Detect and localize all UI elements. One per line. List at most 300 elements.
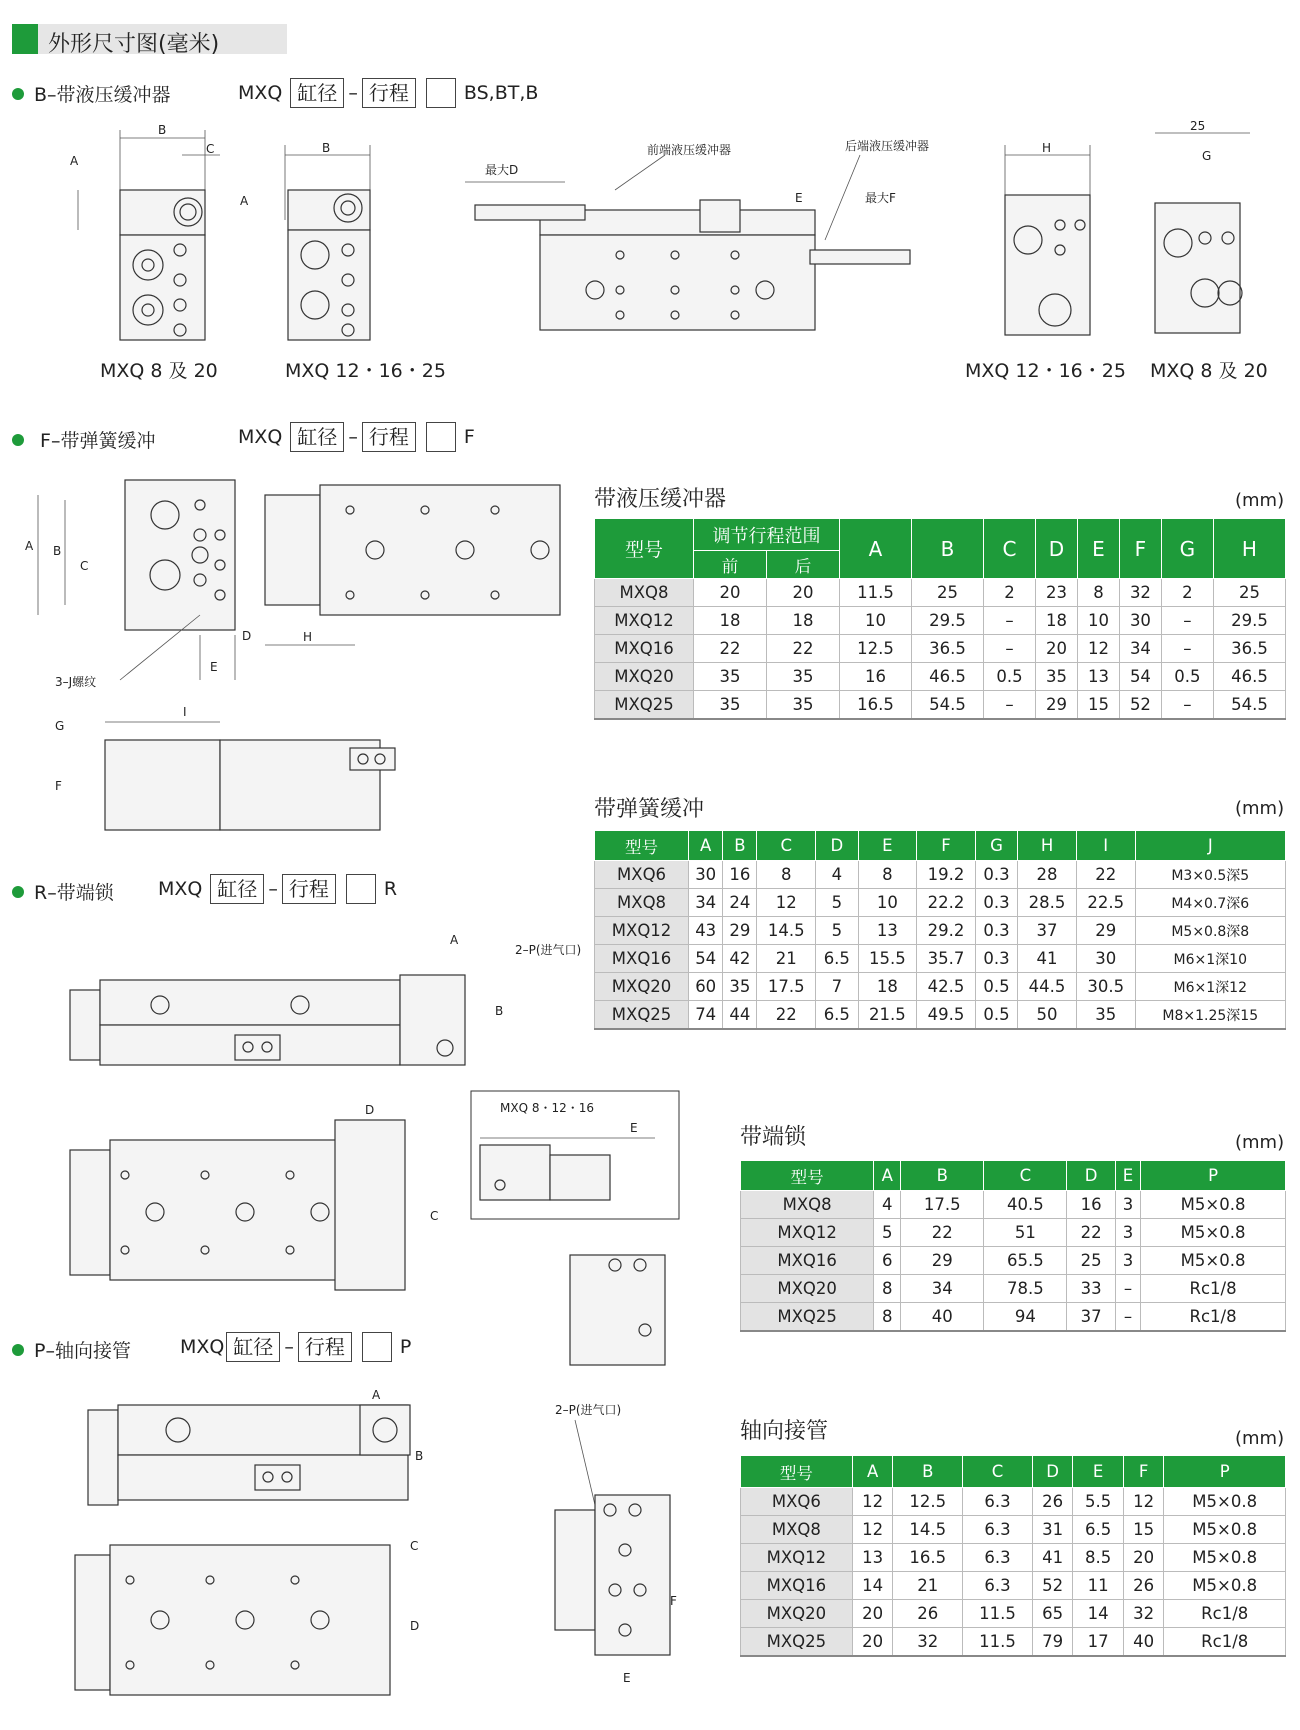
cell-value: 29.5 <box>912 607 984 635</box>
cell-value: 18 <box>1036 607 1078 635</box>
cell-model: MXQ20 <box>741 1600 853 1628</box>
table-axial-title: 轴向接管 <box>740 1419 829 1444</box>
table-row <box>741 1275 1286 1303</box>
cell-value: 25 <box>912 579 984 607</box>
table-row <box>741 1247 1286 1275</box>
cell-value: 41 <box>1032 1544 1073 1572</box>
cell-model: MXQ12 <box>741 1544 853 1572</box>
table-row <box>595 663 1286 691</box>
table-header: F <box>917 831 976 861</box>
cell-value: 32 <box>1119 579 1161 607</box>
cell-value: 79 <box>1032 1628 1073 1657</box>
cell-value: 35 <box>1036 663 1078 691</box>
cell-value: M3×0.5深5 <box>1135 861 1285 889</box>
table-header: P <box>1164 1456 1286 1488</box>
option-box <box>426 422 456 452</box>
cell-front: 35 <box>694 663 767 691</box>
dim-max-f: 最大F <box>865 191 896 205</box>
th-front: 前 <box>694 551 767 579</box>
cell-value: 10 <box>840 607 912 635</box>
table-header: A <box>689 831 723 861</box>
cell-value: 46.5 <box>912 663 984 691</box>
table-row <box>741 1544 1286 1572</box>
cell-value: 44 <box>723 1001 757 1030</box>
table-header: E <box>1115 1161 1140 1191</box>
cell-value: – <box>984 607 1036 635</box>
cell-value: 30 <box>1076 945 1135 973</box>
th-c: C <box>984 519 1036 579</box>
cell-value: 12.5 <box>893 1488 963 1516</box>
table-axial <box>740 1455 1286 1657</box>
dim-d: D <box>365 1103 375 1117</box>
cell-value: 36.5 <box>912 635 984 663</box>
cell-value: 30 <box>1119 607 1161 635</box>
th-model: 型号 <box>595 519 694 579</box>
table-header: C <box>984 1161 1067 1191</box>
cell-value: Rc1/8 <box>1164 1600 1286 1628</box>
cell-value: 41 <box>1018 945 1077 973</box>
cell-value: M6×1深10 <box>1135 945 1285 973</box>
cell-value: 42.5 <box>917 973 976 1001</box>
cell-model: MXQ12 <box>595 607 694 635</box>
drawing-f-side <box>55 700 405 840</box>
cell-value: 13 <box>858 917 917 945</box>
th-b: B <box>912 519 984 579</box>
cell-value: 3 <box>1115 1247 1140 1275</box>
table-header: J <box>1135 831 1285 861</box>
stroke-box: 行程 <box>362 422 416 452</box>
table-hydraulic-title: 带液压缓冲器 <box>594 487 727 512</box>
table-row <box>741 1303 1286 1332</box>
cell-value: 17.5 <box>901 1191 984 1219</box>
cell-value: 12 <box>852 1516 893 1544</box>
cell-value: 31 <box>1032 1516 1073 1544</box>
section-p-heading <box>12 1336 131 1363</box>
cell-value: 74 <box>689 1001 723 1030</box>
cell-model: MXQ20 <box>595 973 689 1001</box>
cell-model: MXQ12 <box>595 917 689 945</box>
cell-model: MXQ8 <box>595 889 689 917</box>
cell-value: 6.5 <box>816 1001 858 1030</box>
cell-value: 26 <box>1032 1488 1073 1516</box>
label-rear-buffer: 后端液压缓冲器 <box>845 139 930 153</box>
drawing-b-side-8-20 <box>70 120 220 380</box>
cell-value: 22 <box>1067 1219 1115 1247</box>
header-marker <box>12 24 38 54</box>
label-front-buffer: 前端液压缓冲器 <box>647 143 732 157</box>
cell-value: 6.5 <box>816 945 858 973</box>
cell-value: M5×0.8 <box>1164 1488 1286 1516</box>
cell-front: 18 <box>694 607 767 635</box>
th-g: G <box>1161 519 1213 579</box>
dim-f: F <box>670 1594 677 1608</box>
cell-value: 37 <box>1018 917 1077 945</box>
option-suffix: R <box>383 878 398 900</box>
cell-value: 12 <box>852 1488 893 1516</box>
drawing-r-end <box>560 1240 680 1390</box>
table-hydraulic <box>594 518 1286 720</box>
cell-value: 20 <box>852 1600 893 1628</box>
drawing-b-top-view <box>465 130 965 380</box>
cell-value: 4 <box>874 1191 901 1219</box>
cell-value: 5 <box>816 917 858 945</box>
cell-value: 11.5 <box>963 1600 1033 1628</box>
dim-b: B <box>158 123 167 137</box>
table-header: A <box>874 1161 901 1191</box>
cell-rear: 35 <box>767 691 840 720</box>
model-prefix: MXQ <box>238 82 283 104</box>
cell-value: 65 <box>1032 1600 1073 1628</box>
table-header: C <box>963 1456 1033 1488</box>
cell-value: Rc1/8 <box>1141 1303 1286 1332</box>
cell-value: 54 <box>1119 663 1161 691</box>
cell-value: 11.5 <box>963 1628 1033 1657</box>
cell-value: 0.5 <box>975 1001 1017 1030</box>
table-header: D <box>1032 1456 1073 1488</box>
table-header: B <box>901 1161 984 1191</box>
caption-mxq8-20-b: MXQ 8 及 20 <box>1150 360 1268 382</box>
stroke-box: 行程 <box>298 1332 352 1362</box>
cell-value: 16.5 <box>893 1544 963 1572</box>
dim-c: C <box>430 1209 439 1223</box>
cell-rear: 35 <box>767 663 840 691</box>
cell-value: 7 <box>816 973 858 1001</box>
cell-value: 8 <box>858 861 917 889</box>
table-header: B <box>723 831 757 861</box>
cell-value: 25 <box>1067 1247 1115 1275</box>
table-header: G <box>975 831 1017 861</box>
table-axial-unit: (mm) <box>1235 1428 1285 1449</box>
cell-model: MXQ16 <box>741 1572 853 1600</box>
cell-model: MXQ16 <box>595 945 689 973</box>
cell-value: 8 <box>874 1275 901 1303</box>
table-header: I <box>1076 831 1135 861</box>
cell-value: M8×1.25深15 <box>1135 1001 1285 1030</box>
dim-e: E <box>630 1121 638 1135</box>
cell-value: M4×0.7深6 <box>1135 889 1285 917</box>
cell-value: 16 <box>723 861 757 889</box>
dim-g: G <box>1202 149 1212 163</box>
cell-value: 6 <box>874 1247 901 1275</box>
cell-value: 8.5 <box>1073 1544 1123 1572</box>
cell-value: 0.5 <box>984 663 1036 691</box>
th-a: A <box>840 519 912 579</box>
table-header: C <box>757 831 816 861</box>
dim-h: H <box>303 630 313 644</box>
cell-value: 17.5 <box>757 973 816 1001</box>
model-prefix: MXQ <box>158 878 203 900</box>
cell-value: 12 <box>1077 635 1119 663</box>
dim-b: B <box>322 141 331 155</box>
dim-b: B <box>415 1449 424 1463</box>
cell-value: 60 <box>689 973 723 1001</box>
cell-value: 23 <box>1036 579 1078 607</box>
cell-rear: 20 <box>767 579 840 607</box>
option-box <box>346 874 376 904</box>
cell-value: – <box>1161 607 1213 635</box>
dim-h: H <box>1042 141 1052 155</box>
cell-value: 29.2 <box>917 917 976 945</box>
drawing-p-top <box>70 1525 440 1700</box>
table-row <box>741 1628 1286 1657</box>
table-header: D <box>816 831 858 861</box>
table-row <box>595 691 1286 720</box>
cell-value: 29.5 <box>1213 607 1285 635</box>
section-r-heading <box>12 878 114 905</box>
cell-value: 65.5 <box>984 1247 1067 1275</box>
table-row <box>741 1191 1286 1219</box>
section-p-label: P–轴向接管 <box>34 1340 131 1362</box>
cell-value: 8 <box>874 1303 901 1332</box>
section-p-code: MXQ 缸径 – 行程 P <box>180 1332 411 1362</box>
label-port: 2–P(进气口) <box>515 943 582 957</box>
th-range: 调节行程范围 <box>694 519 840 551</box>
cell-value: 0.5 <box>1161 663 1213 691</box>
option-suffix: BS,BT,B <box>463 82 539 104</box>
cell-value: Rc1/8 <box>1141 1275 1286 1303</box>
cell-value: 35 <box>723 973 757 1001</box>
cell-value: 43 <box>689 917 723 945</box>
cell-value: 22.2 <box>917 889 976 917</box>
drawing-f-top <box>255 475 585 655</box>
cell-value: 22.5 <box>1076 889 1135 917</box>
cell-rear: 22 <box>767 635 840 663</box>
table-row <box>595 607 1286 635</box>
cell-value: 5.5 <box>1073 1488 1123 1516</box>
cell-value: 17 <box>1073 1628 1123 1657</box>
cell-value: 34 <box>1119 635 1161 663</box>
dim-e: E <box>623 1671 631 1685</box>
caption-mxq8-20: MXQ 8 及 20 <box>100 360 218 382</box>
dim-e: E <box>210 660 218 674</box>
cell-value: – <box>1115 1275 1140 1303</box>
cell-value: 12 <box>1123 1488 1164 1516</box>
cell-value: M5×0.8 <box>1141 1191 1286 1219</box>
cell-value: 42 <box>723 945 757 973</box>
cell-value: 35.7 <box>917 945 976 973</box>
cell-value: 34 <box>901 1275 984 1303</box>
table-header: E <box>858 831 917 861</box>
cell-value: M5×0.8 <box>1164 1544 1286 1572</box>
cell-value: M6×1深12 <box>1135 973 1285 1001</box>
drawing-p-side <box>80 1385 450 1515</box>
cell-value: 22 <box>757 1001 816 1030</box>
bullet-icon <box>12 1344 24 1356</box>
th-e: E <box>1077 519 1119 579</box>
drawing-b-side-12-16-25 <box>240 140 390 380</box>
cell-value: 21 <box>757 945 816 973</box>
cell-value: 21 <box>893 1572 963 1600</box>
cell-value: 3 <box>1115 1219 1140 1247</box>
table-header: D <box>1067 1161 1115 1191</box>
table-row <box>741 1572 1286 1600</box>
caption-mxq12-16-25-b: MXQ 12・16・25 <box>965 360 1126 382</box>
cell-value: 49.5 <box>917 1001 976 1030</box>
table-spring-title: 带弹簧缓冲 <box>594 797 705 822</box>
cell-value: 29 <box>901 1247 984 1275</box>
cell-value: 30.5 <box>1076 973 1135 1001</box>
section-f-code: MXQ 缸径 – 行程 F <box>238 422 475 452</box>
cell-value: 22 <box>901 1219 984 1247</box>
dim-a: A <box>372 1388 381 1402</box>
table-row <box>595 861 1286 889</box>
cell-value: 0.3 <box>975 917 1017 945</box>
dim-c: C <box>410 1539 419 1553</box>
table-header: B <box>893 1456 963 1488</box>
cell-value: 14 <box>1073 1600 1123 1628</box>
cell-value: 13 <box>1077 663 1119 691</box>
cell-front: 22 <box>694 635 767 663</box>
cell-value: 2 <box>1161 579 1213 607</box>
cell-value: 8 <box>757 861 816 889</box>
cell-value: 30 <box>689 861 723 889</box>
dim-f: F <box>55 779 62 793</box>
dim-max-d: 最大D <box>485 163 519 177</box>
cell-model: MXQ8 <box>595 579 694 607</box>
cell-value: 14 <box>852 1572 893 1600</box>
dim-a: A <box>70 154 79 168</box>
section-r-code: MXQ 缸径 – 行程 R <box>158 874 397 904</box>
cell-value: 25 <box>1213 579 1285 607</box>
drawing-p-end <box>545 1400 695 1690</box>
cell-value: 34 <box>689 889 723 917</box>
cell-value: 28 <box>1018 861 1077 889</box>
cell-model: MXQ6 <box>741 1488 853 1516</box>
cell-value: 21.5 <box>858 1001 917 1030</box>
cell-model: MXQ25 <box>595 691 694 720</box>
bore-box: 缸径 <box>290 422 344 452</box>
option-box <box>426 78 456 108</box>
option-suffix: P <box>399 1336 412 1358</box>
table-endlock <box>740 1160 1286 1332</box>
cell-value: 26 <box>1123 1572 1164 1600</box>
cell-value: M5×0.8 <box>1164 1516 1286 1544</box>
page-title: 外形尺寸图(毫米) <box>48 32 220 57</box>
option-box <box>362 1332 392 1362</box>
table-hydraulic-unit: (mm) <box>1235 490 1285 511</box>
table-row <box>595 889 1286 917</box>
cell-value: 44.5 <box>1018 973 1077 1001</box>
cell-value: 0.3 <box>975 861 1017 889</box>
table-row <box>741 1488 1286 1516</box>
cell-value: – <box>1161 635 1213 663</box>
cell-value: M5×0.8深8 <box>1135 917 1285 945</box>
cell-model: MXQ25 <box>595 1001 689 1030</box>
cell-value: 29 <box>723 917 757 945</box>
label-port: 2–P(进气口) <box>555 1403 622 1417</box>
cell-value: 26 <box>893 1600 963 1628</box>
cell-value: 54 <box>689 945 723 973</box>
model-prefix: MXQ <box>238 426 283 448</box>
dim-c: C <box>80 559 89 573</box>
table-header: P <box>1141 1161 1286 1191</box>
cell-model: MXQ25 <box>741 1628 853 1657</box>
cell-value: 94 <box>984 1303 1067 1332</box>
dim-e: E <box>795 191 803 205</box>
cell-front: 35 <box>694 691 767 720</box>
th-d: D <box>1036 519 1078 579</box>
cell-value: 3 <box>1115 1191 1140 1219</box>
cell-value: 15.5 <box>858 945 917 973</box>
cell-value: 2 <box>984 579 1036 607</box>
table-spring <box>594 830 1286 1030</box>
cell-value: 32 <box>893 1628 963 1657</box>
dim-i: I <box>183 705 187 719</box>
th-h: H <box>1213 519 1285 579</box>
section-b-label: B–带液压缓冲器 <box>34 84 171 106</box>
cell-value: 32 <box>1123 1600 1164 1628</box>
bullet-icon <box>12 434 24 446</box>
table-header: F <box>1123 1456 1164 1488</box>
bore-box: 缸径 <box>210 874 264 904</box>
cell-value: – <box>1115 1303 1140 1332</box>
cell-value: 51 <box>984 1219 1067 1247</box>
cell-value: – <box>984 635 1036 663</box>
cell-value: 11 <box>1073 1572 1123 1600</box>
cell-value: 24 <box>723 889 757 917</box>
th-f: F <box>1119 519 1161 579</box>
drawing-f-end <box>20 475 250 695</box>
cell-value: 14.5 <box>893 1516 963 1544</box>
cell-value: 6.3 <box>963 1572 1033 1600</box>
dim-g: G <box>55 719 65 733</box>
cell-value: M5×0.8 <box>1141 1219 1286 1247</box>
dim-b: B <box>495 1004 504 1018</box>
cell-value: 0.3 <box>975 945 1017 973</box>
cell-value: 54.5 <box>1213 691 1285 720</box>
section-r-label: R–带端锁 <box>34 882 114 904</box>
cell-value: Rc1/8 <box>1164 1628 1286 1657</box>
cell-value: 37 <box>1067 1303 1115 1332</box>
caption-mxq12-16-25: MXQ 12・16・25 <box>285 360 446 382</box>
dim-a: A <box>240 194 249 208</box>
drawing-b-end-12-16-25 <box>990 140 1100 360</box>
dim-c: C <box>206 142 215 156</box>
drawing-b-end-8-20 <box>1140 118 1260 363</box>
bore-box: 缸径 <box>226 1332 280 1362</box>
cell-value: 46.5 <box>1213 663 1285 691</box>
dim-b: B <box>53 544 62 558</box>
cell-value: 10 <box>1077 607 1119 635</box>
cell-value: 22 <box>1076 861 1135 889</box>
table-header: 型号 <box>595 831 689 861</box>
table-endlock-unit: (mm) <box>1235 1132 1285 1153</box>
cell-model: MXQ12 <box>741 1219 874 1247</box>
bullet-icon <box>12 886 24 898</box>
bore-box: 缸径 <box>290 78 344 108</box>
cell-value: 52 <box>1032 1572 1073 1600</box>
cell-value: 5 <box>816 889 858 917</box>
cell-model: MXQ25 <box>741 1303 874 1332</box>
table-endlock-title: 带端锁 <box>740 1125 807 1150</box>
cell-model: MXQ6 <box>595 861 689 889</box>
cell-value: 16 <box>840 663 912 691</box>
model-prefix: MXQ <box>180 1336 225 1358</box>
dim-a: A <box>450 933 459 947</box>
label-thread: 3–J螺纹 <box>55 675 97 689</box>
cell-value: 28.5 <box>1018 889 1077 917</box>
stroke-box: 行程 <box>282 874 336 904</box>
cell-value: 0.5 <box>975 973 1017 1001</box>
cell-value: 36.5 <box>1213 635 1285 663</box>
th-rear: 后 <box>767 551 840 579</box>
table-row <box>741 1600 1286 1628</box>
table-row <box>595 973 1286 1001</box>
table-row <box>595 579 1286 607</box>
table-spring-unit: (mm) <box>1235 798 1285 819</box>
table-header: H <box>1018 831 1077 861</box>
table-header: E <box>1073 1456 1123 1488</box>
